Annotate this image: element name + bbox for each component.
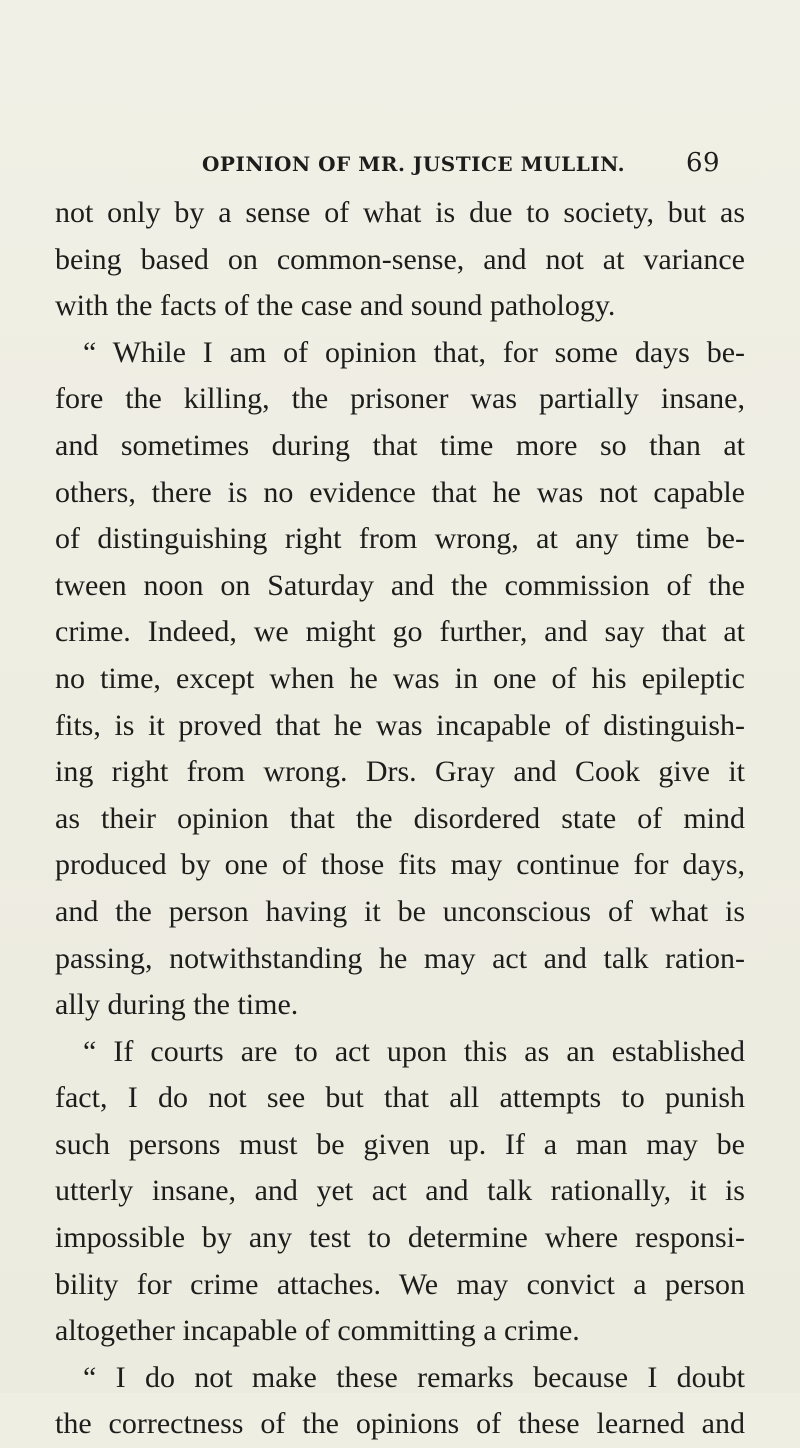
text-line: passing, notwithstanding he may act and talk ration- bbox=[55, 941, 745, 975]
text-line: ally during the time. bbox=[55, 988, 299, 1022]
text-line: fact, I do not see but that all attempts to punish bbox=[55, 1081, 745, 1115]
text-line: fore the killing, the prisoner was partially insane, bbox=[55, 382, 745, 416]
text-line: “ I do not make these remarks because I doubt bbox=[83, 1360, 745, 1394]
text-line: fits, is it proved that he was incapable of distinguish- bbox=[55, 708, 745, 742]
text-line: such persons must be given up. If a man may be bbox=[55, 1127, 745, 1161]
text-line: utterly insane, and yet act and talk rationally, it is bbox=[55, 1174, 745, 1208]
text-line: others, there is no evidence that he was not capable bbox=[55, 475, 745, 509]
text-line: tween noon on Saturday and the commission of the bbox=[55, 568, 745, 602]
text-line: ing right from wrong. Drs. Gray and Cook give it bbox=[55, 755, 745, 789]
running-title: OPINION OF MR. JUSTICE MULLIN. bbox=[202, 152, 626, 176]
running-head bbox=[0, 148, 800, 180]
text-line: “ If courts are to act upon this as an established bbox=[83, 1034, 745, 1068]
text-line: the correctness of the opinions of these learned and bbox=[55, 1407, 745, 1441]
text-line: with the facts of the case and sound pathology. bbox=[55, 289, 616, 323]
text-line: no time, except when he was in one of his epileptic bbox=[55, 661, 745, 695]
text-line: impossible by any test to determine where responsi- bbox=[55, 1221, 745, 1255]
text-line: “ While I am of opinion that, for some days be- bbox=[83, 335, 745, 369]
text-line: bility for crime attaches. We may convict a person bbox=[55, 1267, 745, 1301]
text-line: produced by one of those fits may continue for days, bbox=[55, 848, 745, 882]
text-line: being based on common-sense, and not at variance bbox=[55, 242, 745, 276]
text-line: not only by a sense of what is due to society, but as bbox=[55, 196, 745, 229]
text-line: as their opinion that the disordered state of mind bbox=[55, 801, 745, 835]
body-text bbox=[55, 190, 745, 1448]
text-line: altogether incapable of committing a crime. bbox=[55, 1314, 580, 1348]
text-line: and sometimes during that time more so than at bbox=[55, 428, 745, 462]
page-number: 69 bbox=[686, 148, 721, 178]
text-line: of distinguishing right from wrong, at any time be- bbox=[55, 522, 745, 556]
text-line: crime. Indeed, we might go further, and say that at bbox=[55, 615, 745, 649]
text-line: and the person having it be unconscious of what is bbox=[55, 894, 745, 928]
